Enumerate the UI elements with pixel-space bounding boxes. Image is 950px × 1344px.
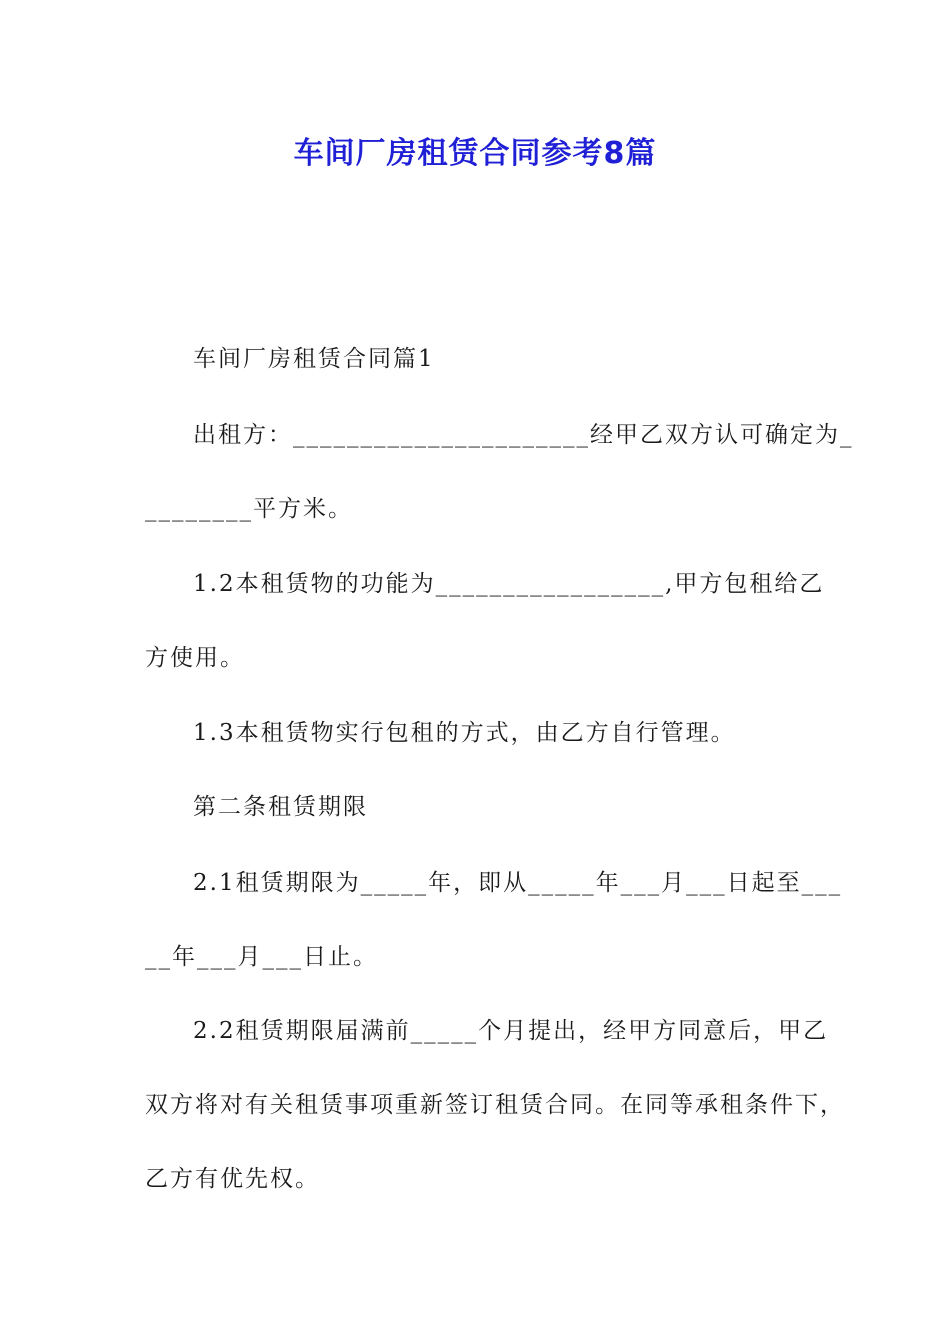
paragraph-line: 1.3本租赁物实行包租的方式，由乙方自行管理。 xyxy=(193,720,736,746)
paragraph-line: 乙方有优先权。 xyxy=(145,1166,320,1192)
section-heading xyxy=(145,322,815,396)
paragraph-line: 双方将对有关租赁事项重新签订租赁合同。在同等承租条件下， xyxy=(145,1092,845,1118)
paragraph-2-1 xyxy=(145,846,843,994)
paragraph-2-2 xyxy=(145,994,845,1216)
paragraph-line: 方使用。 xyxy=(145,645,245,671)
section-heading-lease-term xyxy=(145,770,815,844)
paragraph-line: ________平方米。 xyxy=(145,496,353,522)
paragraph-line: 第二条租赁期限 xyxy=(193,794,368,820)
paragraph-1-3 xyxy=(145,696,815,770)
paragraph-lessor xyxy=(145,398,854,546)
paragraph-line: 2.1租赁期限为_____年，即从_____年___月___日起至___ xyxy=(193,870,843,896)
document-title: 车间厂房租赁合同参考8篇 xyxy=(293,136,657,171)
paragraph-line: 车间厂房租赁合同篇1 xyxy=(193,346,435,372)
paragraph-line: __年___月___日止。 xyxy=(145,944,378,970)
paragraph-1-2 xyxy=(145,547,825,695)
paragraph-line: 出租方：______________________经甲乙双方认可确定为_ xyxy=(193,422,854,448)
paragraph-line: 1.2本租赁物的功能为_________________,甲方包租给乙 xyxy=(193,571,825,597)
paragraph-line: 2.2租赁期限届满前_____个月提出，经甲方同意后，甲乙 xyxy=(193,1018,829,1044)
